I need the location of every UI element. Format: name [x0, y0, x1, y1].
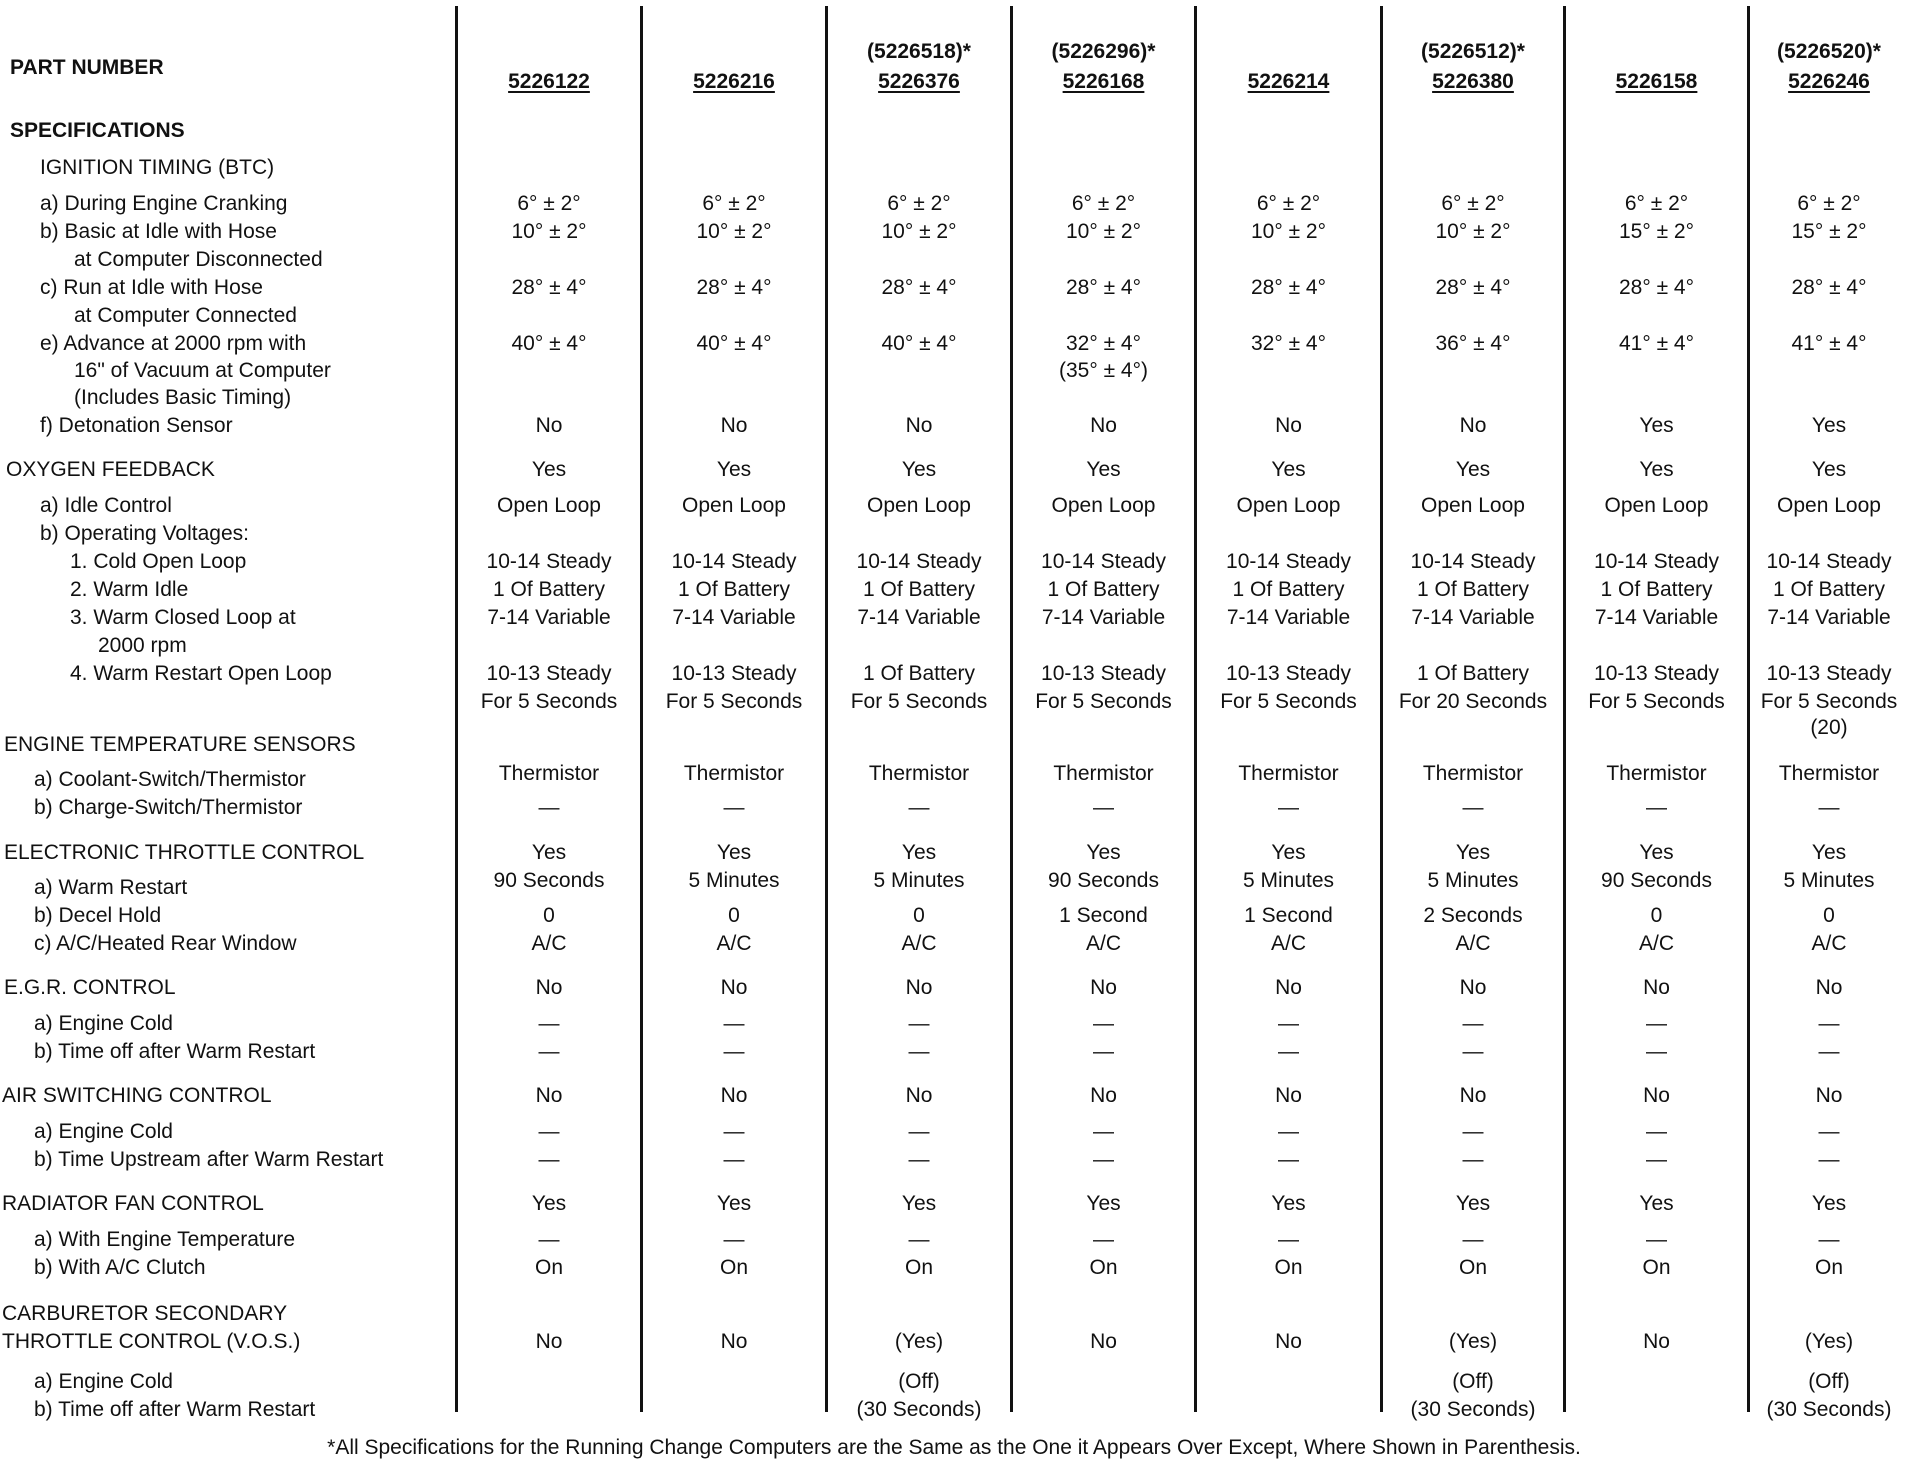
- oxy-value: Yes: [1455, 458, 1491, 481]
- ign-b-value: 10° ± 2°: [1435, 220, 1511, 243]
- ign-f-value: Yes: [1639, 414, 1674, 437]
- egr-b-value: —: [1818, 1040, 1840, 1063]
- oxy-a-value: Open Loop: [1236, 494, 1341, 517]
- alt-part-number: (5226518)*: [867, 40, 971, 63]
- oxy-b3-value: 7-14 Variable: [1041, 606, 1166, 629]
- temp-a-value: Thermistor: [1606, 762, 1707, 785]
- ign-a-value: 6° ± 2°: [1441, 192, 1505, 215]
- ign-e-value: 41° ± 4°: [1618, 332, 1695, 355]
- etc-value: Yes: [531, 841, 567, 864]
- etc-c-value: A/C: [716, 932, 752, 955]
- carb-value: No: [1090, 1330, 1117, 1353]
- ign-f-value: No: [905, 414, 933, 437]
- air-a-value: —: [1278, 1120, 1299, 1143]
- oxy-a-value: Open Loop: [682, 494, 786, 517]
- label-ign-a: a) During Engine Cranking: [40, 192, 288, 215]
- oxy-b4-value-2: For 5 Seconds: [1588, 690, 1725, 713]
- air-b-value: —: [1818, 1148, 1840, 1171]
- egr-a-value: —: [908, 1012, 930, 1035]
- etc-value: Yes: [1086, 841, 1121, 864]
- egr-b-value: —: [1646, 1040, 1667, 1063]
- fan-b-value: On: [904, 1256, 933, 1279]
- column-7: [1566, 0, 1747, 1420]
- ign-f-value: Yes: [1811, 414, 1847, 437]
- label-egr: E.G.R. CONTROL: [4, 976, 176, 999]
- part-number: 5226216: [693, 70, 775, 93]
- air-a-value: —: [1818, 1120, 1840, 1143]
- temp-b-value: —: [1646, 796, 1667, 819]
- egr-value: No: [535, 976, 563, 999]
- carb-value: (Yes): [1804, 1330, 1854, 1353]
- oxy-b4-value-1: 1 Of Battery: [862, 662, 976, 685]
- fan-a-value: —: [1278, 1228, 1299, 1251]
- label-ign-c2: at Computer Connected: [74, 304, 297, 327]
- ign-e-value: 32° ± 4°: [1250, 332, 1327, 355]
- ign-c-value: 28° ± 4°: [1250, 276, 1327, 299]
- temp-a-value: Thermistor: [868, 762, 970, 785]
- carb-a-value: (Off): [898, 1370, 940, 1393]
- oxy-b2-value: 1 Of Battery: [1047, 578, 1160, 601]
- carb-a-value: (Off): [1808, 1370, 1850, 1393]
- oxy-b4-value-1: 1 Of Battery: [1416, 662, 1530, 685]
- fan-a-value: —: [1646, 1228, 1667, 1251]
- egr-a-value: —: [1462, 1012, 1484, 1035]
- temp-b-value: —: [723, 796, 745, 819]
- ign-c-value: 28° ± 4°: [511, 276, 587, 299]
- ign-e-value: 36° ± 4°: [1435, 332, 1511, 355]
- air-value: No: [720, 1084, 748, 1107]
- ign-b-value: 10° ± 2°: [881, 220, 957, 243]
- air-a-value: —: [1646, 1120, 1667, 1143]
- ign-b-value: 15° ± 2°: [1618, 220, 1695, 243]
- label-oxy-a: a) Idle Control: [40, 494, 172, 517]
- fan-b-value: On: [1458, 1256, 1487, 1279]
- fan-value: Yes: [1811, 1192, 1847, 1215]
- ign-c-value: 28° ± 4°: [881, 276, 957, 299]
- etc-c-value: A/C: [1455, 932, 1491, 955]
- oxy-b4-value-1: 10-13 Steady: [1766, 662, 1892, 685]
- egr-a-value: —: [723, 1012, 745, 1035]
- ign-f-value: No: [1090, 414, 1117, 437]
- fan-value: Yes: [1639, 1192, 1674, 1215]
- footnote: *All Specifications for the Running Change Computers are the Same as the One it Appears Over Except, Where Shown in Parenthesis.: [327, 1436, 1581, 1459]
- etc-a-value: 90 Seconds: [1601, 869, 1712, 892]
- part-number: 5226122: [508, 70, 590, 93]
- oxy-b4-value-2: For 20 Seconds: [1398, 690, 1548, 713]
- egr-value: No: [1275, 976, 1302, 999]
- air-value: No: [905, 1084, 933, 1107]
- alt-part-number: (5226512)*: [1421, 40, 1525, 63]
- label-engine-temp: ENGINE TEMPERATURE SENSORS: [4, 733, 356, 756]
- oxy-b1-value: 10-14 Steady: [1226, 550, 1351, 573]
- air-value: No: [1459, 1084, 1487, 1107]
- oxy-b1-value: 10-14 Steady: [486, 550, 612, 573]
- oxy-a-value: Open Loop: [1604, 494, 1709, 517]
- oxy-b2-value: 1 Of Battery: [1772, 578, 1886, 601]
- ign-a-value: 6° ± 2°: [1797, 192, 1861, 215]
- oxy-a-value: Open Loop: [497, 494, 601, 517]
- label-ign-e3: (Includes Basic Timing): [74, 386, 292, 409]
- ign-c-value: 28° ± 4°: [1065, 276, 1142, 299]
- ign-b-value: 10° ± 2°: [1250, 220, 1327, 243]
- label-temp-a: a) Coolant-Switch/Thermistor: [34, 768, 306, 791]
- oxy-value: Yes: [716, 458, 752, 481]
- label-etc-b: b) Decel Hold: [34, 904, 162, 927]
- oxy-a-value: Open Loop: [1051, 494, 1156, 517]
- carb-a-value: (Off): [1452, 1370, 1494, 1393]
- etc-a-value: 5 Minutes: [688, 869, 780, 892]
- label-ign-e2: 16" of Vacuum at Computer: [74, 359, 331, 382]
- temp-b-value: —: [1818, 796, 1840, 819]
- fan-b-value: On: [1642, 1256, 1671, 1279]
- fan-a-value: —: [1818, 1228, 1840, 1251]
- fan-value: Yes: [531, 1192, 567, 1215]
- oxy-b4-value-2: For 5 Seconds: [480, 690, 618, 713]
- label-carb-b: b) Time off after Warm Restart: [34, 1398, 316, 1421]
- oxy-value: Yes: [1811, 458, 1847, 481]
- fan-a-value: —: [538, 1228, 560, 1251]
- etc-a-value: 5 Minutes: [1242, 869, 1335, 892]
- etc-b-value: 0: [913, 904, 925, 927]
- oxy-value: Yes: [531, 458, 567, 481]
- label-specifications: SPECIFICATIONS: [10, 119, 185, 142]
- oxy-b4-value-2: For 5 Seconds: [665, 690, 803, 713]
- temp-a-value: Thermistor: [1778, 762, 1880, 785]
- label-ign-b1: b) Basic at Idle with Hose: [40, 220, 277, 243]
- part-number: 5226246: [1788, 70, 1870, 93]
- fan-b-value: On: [1089, 1256, 1118, 1279]
- air-value: No: [1643, 1084, 1670, 1107]
- oxy-b1-value: 10-14 Steady: [856, 550, 982, 573]
- ign-e-value: 40° ± 4°: [881, 332, 957, 355]
- label-oxy-b: b) Operating Voltages:: [40, 522, 249, 545]
- air-b-value: —: [1646, 1148, 1667, 1171]
- column-2: [643, 0, 825, 1420]
- oxy-b3-value: 7-14 Variable: [672, 606, 796, 629]
- oxy-b1-value: 10-14 Steady: [1041, 550, 1166, 573]
- fan-a-value: —: [908, 1228, 930, 1251]
- air-value: No: [1815, 1084, 1843, 1107]
- label-fan-a: a) With Engine Temperature: [34, 1228, 296, 1251]
- column-4: [1013, 0, 1194, 1420]
- label-ign-f: f) Detonation Sensor: [40, 414, 233, 437]
- temp-b-value: —: [538, 796, 560, 819]
- air-a-value: —: [723, 1120, 745, 1143]
- ign-e-value: 40° ± 4°: [696, 332, 772, 355]
- ign-a-value: 6° ± 2°: [1624, 192, 1689, 215]
- label-ign-c1: c) Run at Idle with Hose: [40, 276, 263, 299]
- etc-value: Yes: [901, 841, 937, 864]
- label-oxy-b3b: 2000 rpm: [98, 634, 187, 657]
- oxy-value: Yes: [1271, 458, 1306, 481]
- air-b-value: —: [538, 1148, 560, 1171]
- ign-a-value: 6° ± 2°: [702, 192, 766, 215]
- oxy-b4-value-2: For 5 Seconds: [1760, 690, 1898, 713]
- fan-b-value: On: [1814, 1256, 1843, 1279]
- column-8: [1750, 0, 1908, 1420]
- oxy-b2-value: 1 Of Battery: [1416, 578, 1530, 601]
- etc-b-value: 0: [543, 904, 555, 927]
- label-carb-1: CARBURETOR SECONDARY: [2, 1302, 288, 1325]
- label-ignition-timing: IGNITION TIMING (BTC): [40, 156, 275, 179]
- air-value: No: [1275, 1084, 1302, 1107]
- temp-a-value: Thermistor: [498, 762, 600, 785]
- oxy-b3-value: 7-14 Variable: [1594, 606, 1719, 629]
- etc-b-value: 0: [1823, 904, 1835, 927]
- temp-b-value: —: [1093, 796, 1114, 819]
- etc-c-value: A/C: [901, 932, 937, 955]
- ign-b-value: 10° ± 2°: [696, 220, 772, 243]
- ign-b-value: 10° ± 2°: [1065, 220, 1142, 243]
- etc-c-value: A/C: [531, 932, 567, 955]
- oxy-a-value: Open Loop: [1421, 494, 1525, 517]
- oxy-b1-value: 10-14 Steady: [671, 550, 797, 573]
- egr-value: No: [1815, 976, 1843, 999]
- oxy-b2-value: 1 Of Battery: [862, 578, 976, 601]
- fan-b-value: On: [719, 1256, 748, 1279]
- oxy-b4-value-2: For 5 Seconds: [850, 690, 988, 713]
- ign-f-value: No: [720, 414, 748, 437]
- oxy-b2-value: 1 Of Battery: [1232, 578, 1345, 601]
- fan-value: Yes: [716, 1192, 752, 1215]
- egr-a-value: —: [1093, 1012, 1114, 1035]
- air-b-value: —: [1462, 1148, 1484, 1171]
- oxy-b4-value-1: 10-13 Steady: [486, 662, 612, 685]
- oxy-value: Yes: [901, 458, 937, 481]
- oxy-b3-value: 7-14 Variable: [1226, 606, 1351, 629]
- fan-b-value: On: [534, 1256, 563, 1279]
- egr-value: No: [720, 976, 748, 999]
- carb-value: No: [720, 1330, 748, 1353]
- label-oxy-b4: 4. Warm Restart Open Loop: [70, 662, 332, 685]
- temp-b-value: —: [908, 796, 930, 819]
- oxy-b4-value-2: For 5 Seconds: [1035, 690, 1172, 713]
- oxy-value: Yes: [1086, 458, 1121, 481]
- egr-value: No: [1643, 976, 1670, 999]
- ign-e-value: 40° ± 4°: [511, 332, 587, 355]
- column-5: [1197, 0, 1380, 1420]
- ign-e-alt-value: (35° ± 4°): [1058, 359, 1148, 382]
- label-oxy-b2: 2. Warm Idle: [70, 578, 189, 601]
- oxy-b3-value: 7-14 Variable: [487, 606, 611, 629]
- oxy-b1-value: 10-14 Steady: [1410, 550, 1536, 573]
- air-b-value: —: [1278, 1148, 1299, 1171]
- label-air-a: a) Engine Cold: [34, 1120, 173, 1143]
- air-b-value: —: [908, 1148, 930, 1171]
- air-a-value: —: [538, 1120, 560, 1143]
- etc-value: Yes: [1639, 841, 1674, 864]
- ign-a-value: 6° ± 2°: [517, 192, 581, 215]
- ign-c-value: 28° ± 4°: [1791, 276, 1867, 299]
- ign-e-value: 32° ± 4°: [1065, 332, 1142, 355]
- air-b-value: —: [723, 1148, 745, 1171]
- carb-value: (Yes): [1448, 1330, 1498, 1353]
- etc-b-value: 2 Seconds: [1423, 904, 1523, 927]
- etc-a-value: 5 Minutes: [873, 869, 965, 892]
- oxy-b3-value: 7-14 Variable: [857, 606, 981, 629]
- label-fan-b: b) With A/C Clutch: [34, 1256, 206, 1279]
- egr-a-value: —: [538, 1012, 560, 1035]
- column-6: [1383, 0, 1563, 1420]
- label-air-b: b) Time Upstream after Warm Restart: [34, 1148, 384, 1171]
- etc-a-value: 5 Minutes: [1427, 869, 1519, 892]
- label-fan: RADIATOR FAN CONTROL: [2, 1192, 264, 1215]
- oxy-b3-value: 7-14 Variable: [1767, 606, 1891, 629]
- label-oxy-b3a: 3. Warm Closed Loop at: [70, 606, 296, 629]
- carb-value: No: [1275, 1330, 1302, 1353]
- air-b-value: —: [1093, 1148, 1114, 1171]
- label-oxy-b1: 1. Cold Open Loop: [70, 550, 247, 573]
- carb-value: (Yes): [894, 1330, 944, 1353]
- etc-value: Yes: [1455, 841, 1491, 864]
- label-air: AIR SWITCHING CONTROL: [2, 1084, 272, 1107]
- label-etc: ELECTRONIC THROTTLE CONTROL: [4, 841, 365, 864]
- oxy-b4-value-3: (20): [1810, 716, 1848, 739]
- etc-value: Yes: [1271, 841, 1306, 864]
- egr-b-value: —: [538, 1040, 560, 1063]
- part-number: 5226158: [1615, 70, 1698, 93]
- egr-b-value: —: [1093, 1040, 1114, 1063]
- fan-value: Yes: [1271, 1192, 1306, 1215]
- temp-a-value: Thermistor: [1053, 762, 1154, 785]
- carb-value: No: [1643, 1330, 1670, 1353]
- oxy-b4-value-1: 10-13 Steady: [1226, 662, 1351, 685]
- label-etc-c: c) A/C/Heated Rear Window: [34, 932, 297, 955]
- egr-value: No: [1090, 976, 1117, 999]
- ign-e-value: 41° ± 4°: [1791, 332, 1867, 355]
- air-value: No: [1090, 1084, 1117, 1107]
- ign-b-value: 10° ± 2°: [511, 220, 587, 243]
- temp-a-value: Thermistor: [683, 762, 785, 785]
- ign-c-value: 28° ± 4°: [1618, 276, 1695, 299]
- etc-a-value: 5 Minutes: [1783, 869, 1875, 892]
- column-1: [458, 0, 640, 1420]
- air-a-value: —: [1093, 1120, 1114, 1143]
- oxy-b2-value: 1 Of Battery: [677, 578, 791, 601]
- carb-b-value: (30 Seconds): [1410, 1398, 1536, 1421]
- etc-value: Yes: [1811, 841, 1847, 864]
- label-temp-b: b) Charge-Switch/Thermistor: [34, 796, 303, 819]
- label-egr-b: b) Time off after Warm Restart: [34, 1040, 316, 1063]
- temp-a-value: Thermistor: [1238, 762, 1339, 785]
- oxy-b1-value: 10-14 Steady: [1766, 550, 1892, 573]
- column-3: [828, 0, 1010, 1420]
- part-number: 5226380: [1432, 70, 1514, 93]
- oxy-b4-value-2: For 5 Seconds: [1220, 690, 1357, 713]
- ign-f-value: No: [535, 414, 563, 437]
- etc-value: Yes: [716, 841, 752, 864]
- fan-a-value: —: [1462, 1228, 1484, 1251]
- ign-a-value: 6° ± 2°: [1071, 192, 1136, 215]
- air-value: No: [535, 1084, 563, 1107]
- carb-b-value: (30 Seconds): [1766, 1398, 1892, 1421]
- label-ign-e1: e) Advance at 2000 rpm with: [40, 332, 307, 355]
- etc-b-value: 0: [728, 904, 740, 927]
- egr-b-value: —: [908, 1040, 930, 1063]
- label-carb-2: THROTTLE CONTROL (V.O.S.): [2, 1330, 301, 1353]
- ign-f-value: No: [1459, 414, 1487, 437]
- ign-a-value: 6° ± 2°: [887, 192, 951, 215]
- egr-a-value: —: [1646, 1012, 1667, 1035]
- egr-a-value: —: [1818, 1012, 1840, 1035]
- alt-part-number: (5226520)*: [1777, 40, 1881, 63]
- ign-b-value: 15° ± 2°: [1791, 220, 1867, 243]
- etc-a-value: 90 Seconds: [493, 869, 605, 892]
- egr-a-value: —: [1278, 1012, 1299, 1035]
- part-number: 5226376: [878, 70, 960, 93]
- oxy-a-value: Open Loop: [1777, 494, 1881, 517]
- label-ign-b2: at Computer Disconnected: [74, 248, 323, 271]
- etc-b-value: 1 Second: [1059, 904, 1148, 927]
- oxy-b4-value-1: 10-13 Steady: [1041, 662, 1166, 685]
- temp-a-value: Thermistor: [1422, 762, 1524, 785]
- oxy-b2-value: 1 Of Battery: [1600, 578, 1713, 601]
- fan-value: Yes: [1455, 1192, 1491, 1215]
- part-number: 5226168: [1062, 70, 1145, 93]
- temp-b-value: —: [1462, 796, 1484, 819]
- etc-c-value: A/C: [1085, 932, 1121, 955]
- oxy-b4-value-1: 10-13 Steady: [671, 662, 797, 685]
- egr-b-value: —: [1278, 1040, 1299, 1063]
- fan-value: Yes: [1086, 1192, 1121, 1215]
- etc-b-value: 1 Second: [1244, 904, 1333, 927]
- carb-b-value: (30 Seconds): [856, 1398, 982, 1421]
- label-part-number: PART NUMBER: [10, 56, 164, 79]
- oxy-value: Yes: [1639, 458, 1674, 481]
- etc-c-value: A/C: [1638, 932, 1674, 955]
- ign-a-value: 6° ± 2°: [1256, 192, 1321, 215]
- egr-b-value: —: [1462, 1040, 1484, 1063]
- fan-value: Yes: [901, 1192, 937, 1215]
- oxy-b4-value-1: 10-13 Steady: [1594, 662, 1719, 685]
- oxy-b2-value: 1 Of Battery: [492, 578, 606, 601]
- label-etc-a: a) Warm Restart: [34, 876, 188, 899]
- egr-b-value: —: [723, 1040, 745, 1063]
- ign-f-value: No: [1275, 414, 1302, 437]
- alt-part-number: (5226296)*: [1051, 40, 1156, 63]
- etc-a-value: 90 Seconds: [1048, 869, 1159, 892]
- etc-c-value: A/C: [1811, 932, 1847, 955]
- egr-value: No: [1459, 976, 1487, 999]
- air-a-value: —: [1462, 1120, 1484, 1143]
- air-a-value: —: [908, 1120, 930, 1143]
- label-oxygen-feedback: OXYGEN FEEDBACK: [6, 458, 215, 481]
- oxy-a-value: Open Loop: [867, 494, 971, 517]
- label-carb-a: a) Engine Cold: [34, 1370, 173, 1393]
- ign-c-value: 28° ± 4°: [1435, 276, 1511, 299]
- part-number: 5226214: [1247, 70, 1330, 93]
- ign-c-value: 28° ± 4°: [696, 276, 772, 299]
- fan-a-value: —: [723, 1228, 745, 1251]
- etc-b-value: 0: [1650, 904, 1663, 927]
- oxy-b1-value: 10-14 Steady: [1594, 550, 1719, 573]
- temp-b-value: —: [1278, 796, 1299, 819]
- egr-value: No: [905, 976, 933, 999]
- carb-value: No: [535, 1330, 563, 1353]
- oxy-b3-value: 7-14 Variable: [1411, 606, 1535, 629]
- fan-b-value: On: [1274, 1256, 1303, 1279]
- label-egr-a: a) Engine Cold: [34, 1012, 173, 1035]
- etc-c-value: A/C: [1270, 932, 1306, 955]
- fan-a-value: —: [1093, 1228, 1114, 1251]
